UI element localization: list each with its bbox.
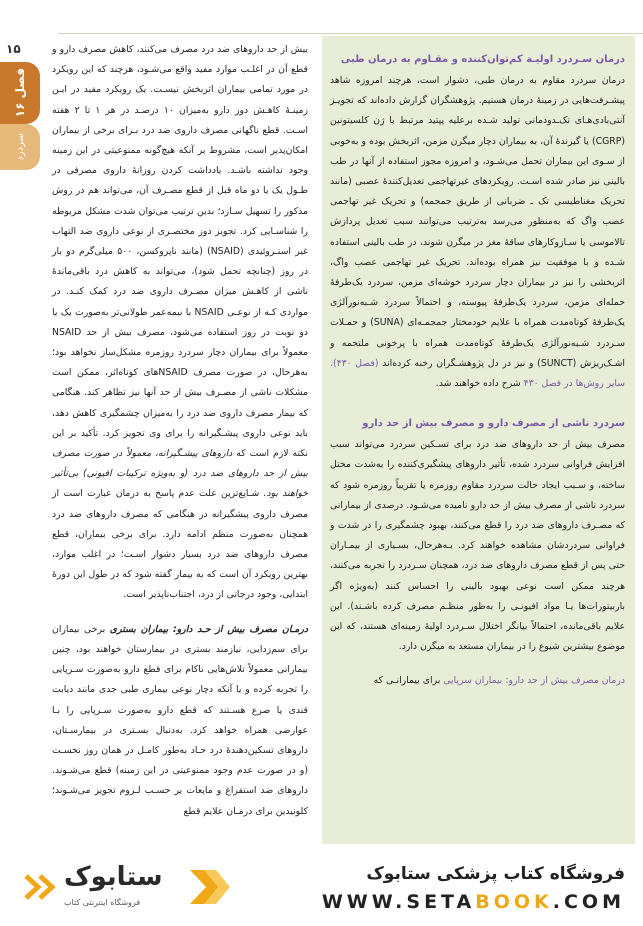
book-logo-icon <box>186 864 232 910</box>
left-paragraph-1: بیش از حد داروهای ضد درد مصرف می‌کنند، کاهش مصرف دارو و قطع آن در اغلـب موارد مفید واقع می‌شـود، هرچند که این رویکرد در مورد تمامی بیماران اثربخش نیسـت. یک رویکرد مفید در ایـن زمینـهٔ کاهـش دوز دارو به‌میزان ۱۰ درصـد در هر ۱ تا ۲ هفته اسـت. قطع ناگهانی مصرف داروی ضد درد بـرای برخی از بیماران امکان‌پذیر است، مشروط بر آنکه هیچ‌گونه ممنوعیتی در این زمینه وجود نداشته باشـد. یادداشت کردن روزانهٔ داروی مصرفی در طـول یک یا دو ماه قبل از قطع مصـرف آن، می‌تواند هم در روش مذکور را تسهیل سـازد؛ بدین ترتیب می‌توان شدت مشکل مربوطه را شناسـایی کرد. تجویز دوز مختصـری از نوعی داروی ضد التهاب غیر استـروئیدی (NSAID) (مانند ناپروکسن، ۵۰۰ میلی‌گرم دو بار در روز (چنانچه تحمل شود)، می‌تواند به کاهش درد باقی‌ماندهٔ ناشی از کاهـش میزان مصـرف داروی ضد درد کمک کنـد. در مواردی کـه از نوعـی NSAID با نیمه‌عمر طولانی‌تر به‌صورت یک یا دو نوبت در روز استفاده می‌شود، مصرف بیش از حد NSAID معمولاً برای بیماران دچار سردرد روزمره مشکل‌ساز نخواهد بود؛ به‌هرحال، در صورت مصرف NSAIDهای کوتاه‌اثر، ممکن است مشکلات ناشی از مصـرف بیش از حد آنها نیز تظاهر کند. هنگامی که بیمار مصرف داروی ضد درد را به‌میزان چشمگیری کاهش دهد، باید نوعی داروی پیشـگیرانه را برای وی تجویز کرد. تأکید بر این نکته لازم است که داروهای پیشـگیرانه، معمولاً در صورت مصرف بیش از حد داروهای ضد درد (و به‌ویژه ترکیبات افیونی) بی‌تأثیر خواهند بود. شـایع‌ترین علت عدم پاسخ به درمان عبارت است از مصرف داروی پیشگیرانه در هنگامی که مصرف داروهای ضد درد همچنان به‌صورت منظم ادامه دارد. برای برخی بیماران، قطع مصرف داروهای ضد درد بسیار دشوار اسـت؛ در اغلب موارد، بهترین رویکرد آن است که به بیمار گفته شود که در طول این دورهٔ ابتدایی، وجود درجاتی از درد، اجتناب‌ناپذیر است. <box>52 44 308 601</box>
section-title-overuse: سردرد ناشی از مصرف دارو و مصرف بیش از حد دارو <box>362 418 625 430</box>
chapter-tab <box>0 62 40 124</box>
emphasis-text: داروهای پیشـگیرانه، معمولاً در صورت مصرف بیش از حد داروهای ضد درد (و به‌ویژه ترکیبات افیونی) بی‌تأثیر خواهند بود. <box>52 448 308 500</box>
chevron-logo-icon <box>22 872 62 902</box>
logo-wordmark: ستابوک <box>64 862 163 892</box>
right-column <box>322 36 635 844</box>
page-number: ۱۵ <box>6 42 21 56</box>
section-title-refractory: درمان سـردرد اولیـة کم‌توان‌کننده و مقـاوم به درمان طبی <box>340 54 625 65</box>
inpatient-heading: درمـان مصرف بیش از حـد دارو: بیماران بستری <box>109 623 308 635</box>
section-tab <box>0 124 40 170</box>
logo-subtitle: فروشگاه اینترنتی کتاب <box>64 898 141 907</box>
left-paragraph-2: درمـان مصرف بیش از حـد دارو: بیماران بستری برخی بیماران برای سم‌زدایی، نیازمند بستری در بیمارستان خواهند بود، چنین بیمارانی معمولاً تلاش‌هایی ناکام برای قطع دارو به‌صورت سـرپایی را تجربه کرده و یا آنکه دچار نوعی بیماری طبی جدی مانند دیابت قندی یا صرع هسـتند که قطع دارو به‌صورت سـرپایی را بـا عوارضی همراه خواهد کرد. به‌دنبال بسـتری در بیمارسـتان، داروهای تسکین‌دهندهٔ درد حـاد به‌طور کامـل در همان روز نخسـت (و در صورت عدم وجود ممنوعیتی در این زمینه) قطع می‌شـوند. داروهای ضد استفراغ و مایعات بر حسـب لـزوم تجویز می‌شـوند؛ کلونیدین برای درمـان علایم قطع <box>52 623 308 817</box>
store-url[interactable]: WWW.SETABOOK.COM <box>321 891 625 913</box>
store-name: فروشگاه کتاب پزشکی ستابوک <box>366 864 625 884</box>
section-tab-label: سردرد <box>14 133 26 161</box>
right-paragraph-3: درمان مصرف بیش از حد دارو: بیماران سرپایی برای بیمارانـی که <box>373 675 625 687</box>
chapter-tab-label: فصل ۱۶ <box>13 68 27 118</box>
chapter-reference-link[interactable]: (فصل ۴۳۰). سایر روش‌ها در فصل ۴۳۰ <box>330 357 625 390</box>
header-rule <box>58 33 643 34</box>
right-paragraph-2: مصرف بیش از حد داروهای ضد درد برای تسـکین سردرد می‌تواند سبب افزایش فراوانی سردرد شده، تأثیر داروهای پیشگیری‌کننده را به‌شدت مختل ساخته، و سـبب ایجاد حالت سردرد مقاوم روزمره یا تقریباً روزمره شود که سردرد ناشی از مصرف بیش از حد دارو نامیده می‌شـود. درصدی از بیمارانی که مصـرف داروهای ضد درد را قطع می‌کنند، بهبود چشمگیری را در شدت و فراوانی سردردشان مشاهده خواهند کرد. بـه‌هرحال، بسـیاری از بیمـاران حتی پس از قطع مصرف داروهای ضد درد، همچنان سـردرد را تجربه می‌کنند، هرچند ممکن است نوعی بهبود بالینی را احساس کنند (به‌ویژه اگر باربیتورات‌ها یـا مواد افیونـی را به‌طور منظـم مصرف کرده باشـند). این علایم باقی‌مانده، احتمالاً بیانگر اختلال سـردرد اولیهٔ زمینه‌ای هستند، که این موضوع بیشترین شیوع را در بیماران مستعد به میگرن دارد. <box>330 439 625 653</box>
right-paragraph-1: درمان سردرد مقاوم به درمان طبی، دشوار است، هرچند امروزه شاهد پیشـرفت‌هایی در زمینهٔ درمان هستیم. پژوهشگران گزارش داده‌اند که تجویـز آنتی‌بادی‌هـای تک‌ـدودمانی تولید شـده برعلیه پپتید مرتبط با ژن کلسیتونین (CGRP) یا گیرندهٔ آن، به بیماران دچار میگرن مزمن، اثربخش بوده و به‌خوبی از سـوی این بیماران تحمل می‌شـود، و امروزه مجوز استفاده از آنها در طب بالینی نیز صادر شده اسـت. رویکردهای غیرتهاجمی تعدیل‌کنندهٔ عصبی (مانند تحریک مغناطیسی تک‌ ـ ضربانی از طریق جمجمه) و تحریک غیر تهاجمی عصب واگ که به‌منظور می‌رسد به‌ترتیب می‌توانند سبب تعدیل پردازش تالاموسی یا سـازوکارهای ساقهٔ مغز در میگرن شوند، در طب بالینی استفاده شـده و با موفقیت نیز همراه بوده‌اند. تحریک غیر تهاجمی عصب واگ، اثربخشی را نیز در بیماران دچار سردرد خوشه‌ای مزمن، سردرد یک‌طرفهٔ حمله‌ای مزمن، سردرد یک‌طرفهٔ پیوسته، و احتمالاً سردرد شـبه‌نورآلژی یک‌طرفهٔ کوتاه‌مدت همراه با علایم خودمختار جمجمـه‌ای (SUNA) و حمـلات سـردرد شـبه‌نورآلژی یک‌طرفهٔ کوتاه‌مدت همراه با پرخونی ملتحمه و اشـک‌ریزش (SUNCT) و نیز در دل پژوهشـگران رخنه کرده‌اند (فصل ۴۳۰). سایر روش‌ها در فصل ۴۳۰ شرح داده خواهند شد. <box>330 75 625 390</box>
left-column <box>52 40 308 822</box>
outpatient-heading: درمان مصرف بیش از حد دارو: بیماران سرپایی <box>443 675 625 687</box>
